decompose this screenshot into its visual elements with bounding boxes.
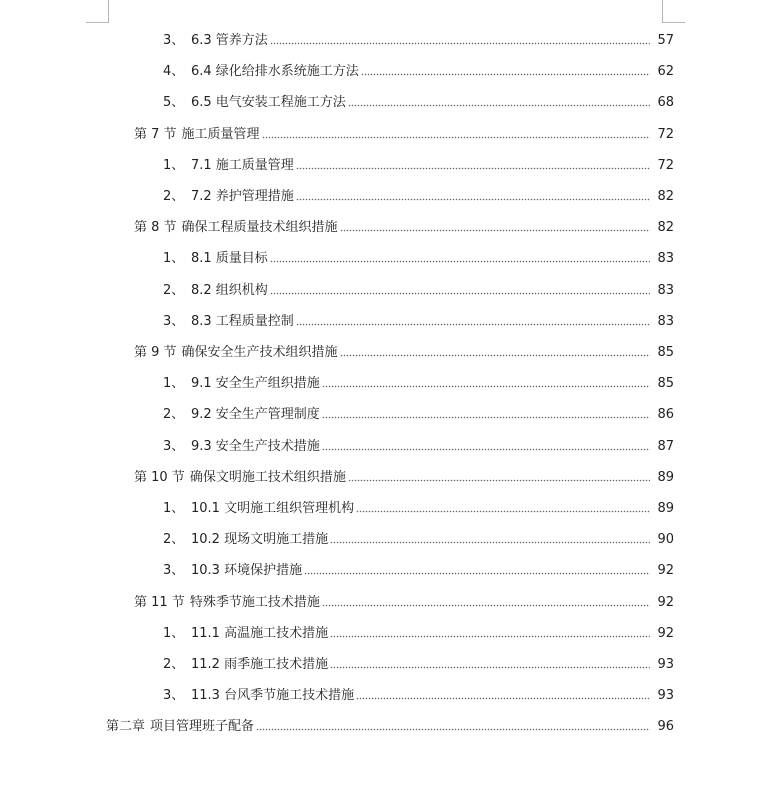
toc-dot-leader	[322, 416, 650, 419]
toc-dot-leader	[356, 697, 650, 700]
toc-dot-leader	[256, 728, 650, 731]
toc-dot-leader	[356, 510, 650, 513]
toc-entry[interactable]	[0, 56, 780, 87]
toc-entry[interactable]	[0, 368, 780, 399]
toc-entry-number: 3、	[163, 438, 185, 454]
toc-entry-page-number: 82	[657, 220, 674, 236]
toc-dot-leader	[340, 229, 650, 232]
toc-entry-page-number: 93	[657, 657, 674, 672]
toc-entry-page-number: 85	[657, 376, 674, 392]
toc-entry-number: 1、	[163, 501, 185, 516]
toc-entry[interactable]	[0, 618, 780, 649]
toc-entry-page-number: 92	[657, 563, 674, 579]
toc-entry-title: 11.3 台风季节施工技术措施	[191, 688, 355, 704]
toc-entry-title: 确保工程质量技术组织措施	[181, 220, 338, 236]
toc-entry[interactable]	[0, 493, 780, 524]
toc-entry-number: 第 8 节	[134, 220, 177, 236]
toc-entry-number: 第 11 节	[134, 594, 185, 610]
toc-entry-page-number: 92	[657, 594, 674, 610]
toc-dot-leader	[330, 541, 650, 544]
toc-entry-number: 3、	[163, 563, 185, 579]
toc-entry-page-number: 89	[657, 469, 674, 485]
toc-entry-title: 10.3 环境保护措施	[191, 563, 303, 579]
toc-entry-page-number: 83	[657, 313, 674, 329]
toc-entry-number: 2、	[163, 657, 185, 672]
toc-dot-leader	[330, 635, 650, 638]
toc-entry-page-number: 86	[657, 407, 674, 423]
toc-entry-page-number: 96	[657, 719, 674, 735]
toc-entry-page-number: 83	[657, 251, 674, 267]
toc-dot-leader	[322, 604, 650, 607]
toc-entry[interactable]	[0, 87, 780, 118]
toc-entry-page-number: 72	[657, 126, 674, 142]
toc-dot-leader	[348, 479, 650, 482]
toc-entry-title: 11.1 高温施工技术措施	[191, 625, 329, 641]
toc-entry[interactable]	[0, 680, 780, 711]
toc-entry-number: 2、	[163, 282, 185, 298]
toc-entry-page-number: 90	[657, 532, 674, 548]
toc-dot-leader	[270, 292, 650, 295]
toc-entry-title: 施工质量管理	[181, 126, 260, 142]
toc-entry-page-number: 93	[657, 688, 674, 704]
toc-entry-page-number: 89	[657, 501, 674, 516]
toc-entry-number: 1、	[163, 251, 185, 267]
toc-dot-leader	[304, 572, 650, 575]
toc-entry-title: 6.3 管养方法	[191, 33, 268, 48]
toc-entry-page-number: 92	[657, 625, 674, 641]
toc-entry-title: 9.2 安全生产管理制度	[191, 407, 320, 423]
toc-entry[interactable]	[0, 25, 780, 56]
toc-entry[interactable]	[0, 649, 780, 680]
toc-entry[interactable]	[0, 587, 780, 618]
toc-entry-page-number: 62	[657, 64, 674, 80]
toc-entry[interactable]	[0, 555, 780, 586]
toc-entry-page-number: 68	[657, 95, 674, 111]
toc-dot-leader	[262, 136, 650, 139]
toc-entry-page-number: 82	[657, 189, 674, 204]
toc-entry-number: 4、	[163, 64, 185, 80]
toc-entry-title: 8.1 质量目标	[191, 251, 268, 267]
toc-entry-title: 7.1 施工质量管理	[191, 157, 294, 173]
toc-dot-leader	[296, 323, 650, 326]
toc-entry-number: 5、	[163, 95, 185, 111]
toc-entry[interactable]	[0, 462, 780, 493]
toc-entry-number: 1、	[163, 376, 185, 392]
toc-dot-leader	[361, 73, 650, 76]
toc-entry-title: 确保安全生产技术组织措施	[181, 345, 338, 360]
toc-entry-title: 8.2 组织机构	[191, 282, 268, 298]
toc-entry-page-number: 57	[657, 33, 674, 48]
toc-entry[interactable]	[0, 524, 780, 555]
toc-dot-leader	[296, 198, 650, 201]
toc-dot-leader	[322, 448, 650, 451]
toc-entry-page-number: 85	[657, 345, 674, 360]
toc-dot-leader	[330, 666, 650, 669]
toc-entry-number: 2、	[163, 189, 185, 204]
toc-entry[interactable]	[0, 243, 780, 274]
toc-dot-leader	[270, 42, 650, 45]
toc-dot-leader	[296, 167, 650, 170]
toc-entry[interactable]	[0, 711, 780, 742]
toc-entry-page-number: 83	[657, 282, 674, 298]
toc-entry-title: 9.1 安全生产组织措施	[191, 376, 320, 392]
toc-entry-title: 特殊季节施工技术措施	[189, 594, 320, 610]
crop-mark-top-right	[662, 0, 685, 23]
toc-entry-title: 6.5 电气安装工程施工方法	[191, 95, 346, 111]
toc-entry-number: 3、	[163, 688, 185, 704]
toc-entry-title: 8.3 工程质量控制	[191, 313, 294, 329]
toc-entry-number: 第 7 节	[134, 126, 177, 142]
toc-entry-number: 第 10 节	[134, 469, 185, 485]
toc-entry-title: 10.2 现场文明施工措施	[191, 532, 329, 548]
crop-mark-top-left	[86, 0, 109, 23]
toc-entry[interactable]	[0, 212, 780, 243]
toc-dot-leader	[348, 104, 650, 107]
toc-entry-number: 3、	[163, 33, 185, 48]
toc-entry-title: 6.4 绿化给排水系统施工方法	[191, 64, 359, 80]
toc-dot-leader	[270, 260, 650, 263]
toc-entry[interactable]	[0, 275, 780, 306]
toc-entry-number: 3、	[163, 313, 185, 329]
toc-entry[interactable]	[0, 181, 780, 212]
toc-entry[interactable]	[0, 150, 780, 181]
toc-dot-leader	[340, 354, 650, 357]
toc-entry-title: 7.2 养护管理措施	[191, 189, 294, 204]
toc-entry[interactable]	[0, 431, 780, 462]
toc-entry[interactable]	[0, 399, 780, 430]
toc-entry-title: 10.1 文明施工组织管理机构	[191, 501, 355, 516]
toc-dot-leader	[322, 385, 650, 388]
toc-entry-title: 11.2 雨季施工技术措施	[191, 657, 329, 672]
toc-entry[interactable]	[0, 119, 780, 150]
toc-entry-title: 确保文明施工技术组织措施	[189, 469, 346, 485]
toc-entry-page-number: 72	[657, 157, 674, 173]
toc-entry[interactable]	[0, 306, 780, 337]
toc-entry-title: 9.3 安全生产技术措施	[191, 438, 320, 454]
toc-entry[interactable]	[0, 337, 780, 368]
toc-entry-number: 1、	[163, 157, 185, 173]
toc-entry-page-number: 87	[657, 438, 674, 454]
toc-entry-number: 第二章	[106, 719, 146, 735]
toc-entry-title: 项目管理班子配备	[150, 719, 255, 735]
toc-entry-number: 2、	[163, 407, 185, 423]
toc-entry-number: 第 9 节	[134, 345, 177, 360]
toc-entry-number: 2、	[163, 532, 185, 548]
toc-entry-number: 1、	[163, 625, 185, 641]
